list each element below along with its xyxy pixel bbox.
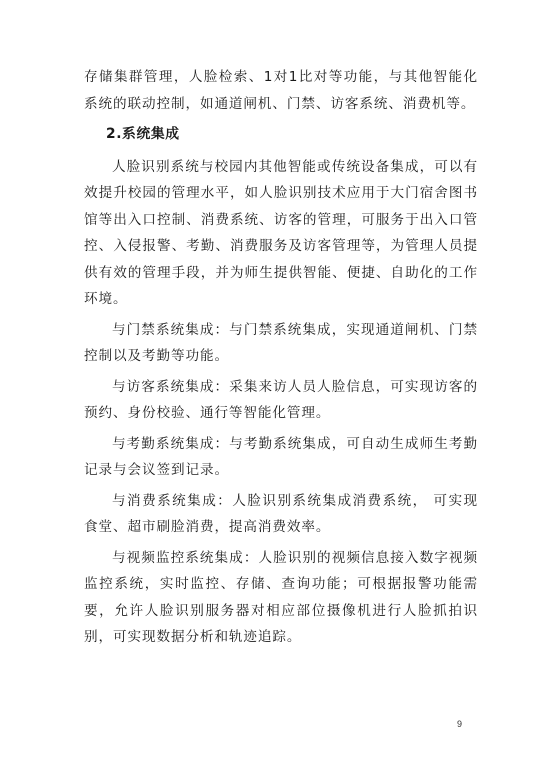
section-intro-paragraph: 人脸识别系统与校园内其他智能或传统设备集成，可以有效提升校园的管理水平，如人脸识别技术应用于大门宿舍图书馆等出入口控制、消费系统、访客的管理，可服务于出入口管控、入侵报警、考勤、消费服务及访客管理等，为管理人员提供有效的管理手段，并为师生提供智能、便捷、自助化的工作环境。 bbox=[84, 158, 478, 307]
paragraph-visitor-system: 与访客系统集成：采集来访人员人脸信息，可实现访客的预约、身份校验、通行等智能化管理。 bbox=[84, 378, 478, 421]
paragraph-consumption-system: 与消费系统集成：人脸识别系统集成消费系统， 可实现 食堂、超市刷脸消费，提高消费效率。 bbox=[84, 492, 478, 535]
page-number: 9 bbox=[457, 719, 463, 729]
paragraph-video-surveillance: 与视频监控系统集成：人脸识别的视频信息接入数字视频监控系统，实时监控、存储、查询功能；可根据报警功能需要，允许人脸识别服务器对相应部位摄像机进行人脸抓拍识别，可实现数据分析和轨迹追踪。 bbox=[84, 549, 478, 645]
paragraph-access-control: 与门禁系统集成：与门禁系统集成，实现通道闸机、门禁控制以及考勤等功能。 bbox=[84, 321, 478, 364]
section-heading: 2.系统集成 bbox=[106, 126, 180, 142]
paragraph-attendance-system: 与考勤系统集成：与考勤系统集成，可自动生成师生考勤记录与会议签到记录。 bbox=[84, 435, 478, 478]
paragraph-continuation: 存储集群管理，人脸检索、1对1比对等功能，与其他智能化系统的联动控制，如通道闸机、门禁、访客系统、消费机等。 bbox=[84, 69, 478, 112]
page-content bbox=[84, 64, 478, 655]
